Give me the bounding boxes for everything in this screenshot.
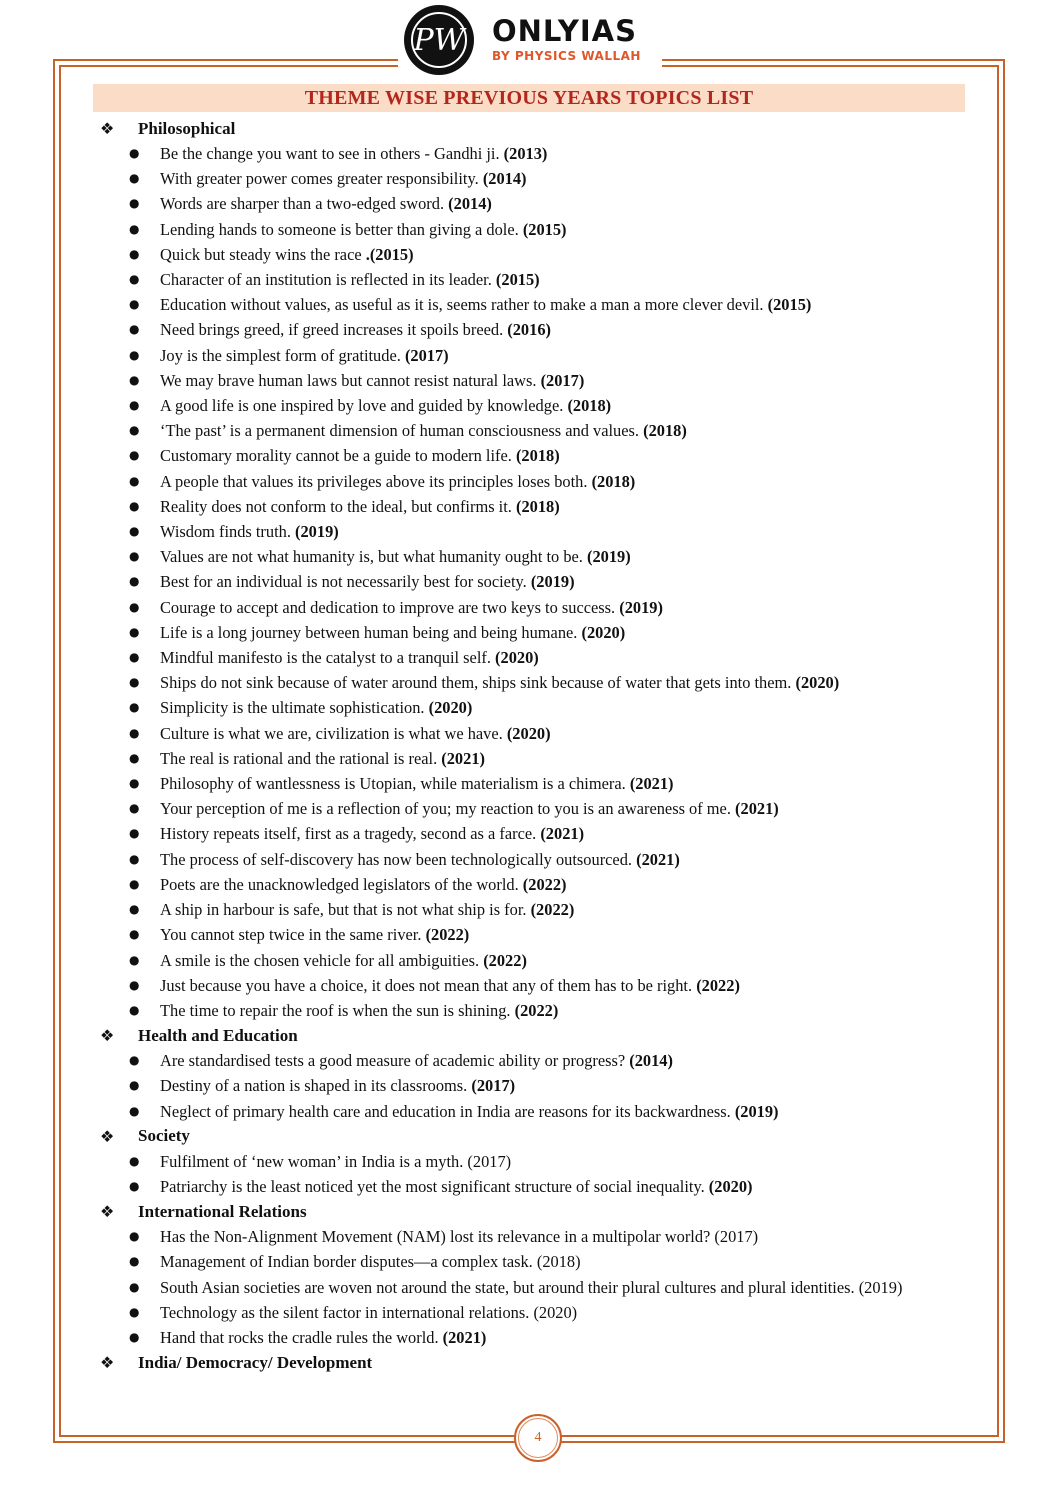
topic-year: (2018) bbox=[591, 471, 636, 491]
topic-text: Character of an institution is reflected in its leader. bbox=[160, 270, 492, 290]
list-item bbox=[96, 796, 964, 821]
bullet-icon: ● bbox=[129, 347, 140, 362]
diamond-bullet-icon: ❖ bbox=[100, 1026, 115, 1046]
list-item bbox=[96, 494, 964, 519]
bullet-icon: ● bbox=[129, 246, 140, 261]
bullet-icon: ● bbox=[129, 977, 140, 992]
list-item bbox=[96, 620, 964, 645]
list-item bbox=[96, 1325, 964, 1350]
header-logo-area bbox=[398, 0, 662, 78]
topic-text: Joy is the simplest form of gratitude. bbox=[160, 345, 401, 365]
section-heading-label: India/ Democracy/ Development bbox=[138, 1352, 373, 1372]
topic-year: (2019) bbox=[734, 1101, 779, 1121]
section-heading-label: Health and Education bbox=[138, 1025, 298, 1045]
topic-text: With greater power comes greater responsibility. bbox=[160, 169, 479, 189]
list-item bbox=[96, 1149, 964, 1174]
topic-year: (2017) bbox=[471, 1076, 516, 1096]
topic-year: (2019) bbox=[587, 547, 631, 567]
list-item bbox=[96, 821, 964, 846]
topic-year: (2022) bbox=[425, 925, 470, 945]
pw-logo-letters: PW bbox=[413, 22, 465, 58]
topic-text: A ship in harbour is safe, but that is not what ship is for. bbox=[160, 900, 527, 920]
bullet-icon: ● bbox=[129, 398, 140, 413]
topic-year: (2019) bbox=[530, 572, 575, 592]
list-item bbox=[96, 217, 964, 242]
topic-year: (2018) bbox=[567, 396, 612, 416]
section-heading bbox=[96, 1199, 964, 1224]
list-item bbox=[96, 897, 964, 922]
bullet-icon: ● bbox=[129, 1279, 140, 1294]
topic-text: Fulfilment of ‘new woman’ in India is a myth. (2017) bbox=[160, 1151, 512, 1171]
topic-text: Lending hands to someone is better than giving a dole. bbox=[160, 219, 519, 239]
list-item bbox=[96, 191, 964, 216]
list-item bbox=[96, 1275, 964, 1300]
topic-list bbox=[96, 141, 964, 1023]
list-item bbox=[96, 544, 964, 569]
topic-text: History repeats itself, first as a tragedy, second as a farce. bbox=[160, 824, 537, 844]
topic-text: Life is a long journey between human being and being humane. bbox=[160, 622, 578, 642]
topic-year: (2020) bbox=[581, 622, 626, 642]
list-item bbox=[96, 141, 964, 166]
topic-text: Wisdom finds truth. bbox=[160, 522, 291, 542]
list-item bbox=[96, 1174, 964, 1199]
topic-text: Management of Indian border disputes—a complex task. (2018) bbox=[160, 1252, 581, 1272]
diamond-bullet-icon: ❖ bbox=[100, 1353, 115, 1373]
topic-text: Mindful manifesto is the catalyst to a tranquil self. bbox=[160, 648, 491, 668]
topic-year: (2015) bbox=[767, 295, 812, 315]
topic-text: Best for an individual is not necessarily best for society. bbox=[160, 572, 527, 592]
topic-list bbox=[96, 1149, 964, 1199]
topic-text: Values are not what humanity is, but what humanity ought to be. bbox=[160, 547, 583, 567]
topic-year: (2021) bbox=[540, 824, 585, 844]
topic-section bbox=[96, 1124, 964, 1199]
list-item bbox=[96, 695, 964, 720]
topic-text: A smile is the chosen vehicle for all ambiguities. bbox=[160, 950, 480, 970]
topic-text: Are standardised tests a good measure of academic ability or progress? bbox=[160, 1051, 626, 1071]
topic-text: Reality does not conform to the ideal, but confirms it. bbox=[160, 496, 512, 516]
topic-year: (2022) bbox=[530, 900, 575, 920]
topic-year: (2021) bbox=[636, 849, 680, 869]
topic-year: (2022) bbox=[696, 975, 740, 995]
section-heading bbox=[96, 1350, 964, 1375]
list-item bbox=[96, 242, 964, 267]
topic-section bbox=[96, 1023, 964, 1124]
topic-text: Education without values, as useful as it is, seems rather to make a man a more clever devil. bbox=[160, 295, 764, 315]
list-item bbox=[96, 418, 964, 443]
topic-text: ‘The past’ is a permanent dimension of human consciousness and values. bbox=[160, 421, 640, 441]
list-item bbox=[96, 645, 964, 670]
title-band bbox=[93, 84, 965, 112]
brand-name: ONLYIAS bbox=[492, 14, 638, 48]
list-item bbox=[96, 948, 964, 973]
bullet-icon: ● bbox=[129, 801, 140, 816]
topic-year: (2014) bbox=[629, 1051, 673, 1071]
topic-year: (2017) bbox=[540, 370, 585, 390]
page-number: 4 bbox=[534, 1430, 542, 1445]
topic-section bbox=[96, 1199, 964, 1350]
bullet-icon: ● bbox=[129, 322, 140, 337]
topic-year: (2018) bbox=[515, 496, 560, 516]
section-heading bbox=[96, 1023, 964, 1048]
bullet-icon: ● bbox=[129, 1329, 140, 1344]
topic-text: Technology as the silent factor in international relations. (2020) bbox=[160, 1302, 578, 1322]
bullet-icon: ● bbox=[129, 549, 140, 564]
bullet-icon: ● bbox=[129, 927, 140, 942]
topic-section bbox=[96, 1350, 964, 1375]
topic-year: (2020) bbox=[795, 673, 840, 693]
topic-year: (2013) bbox=[503, 144, 548, 163]
topic-text: Simplicity is the ultimate sophistication. bbox=[160, 698, 425, 718]
bullet-icon: ● bbox=[129, 902, 140, 917]
topic-text: Words are sharper than a two-edged sword. bbox=[160, 194, 445, 214]
topic-year: (2020) bbox=[495, 648, 539, 668]
list-item bbox=[96, 519, 964, 544]
topics-content bbox=[96, 116, 964, 1375]
list-item bbox=[96, 670, 964, 695]
brand-subtitle: BY PHYSICS WALLAH bbox=[492, 49, 641, 63]
diamond-bullet-icon: ❖ bbox=[100, 1126, 115, 1146]
topic-text: A people that values its privileges above its principles loses both. bbox=[160, 471, 588, 491]
topic-text: Destiny of a nation is shaped in its classrooms. bbox=[160, 1076, 468, 1096]
bullet-icon: ● bbox=[129, 650, 140, 665]
list-item bbox=[96, 998, 964, 1023]
topic-text: Quick but steady wins the race bbox=[160, 244, 362, 264]
bullet-icon: ● bbox=[129, 171, 140, 186]
topic-section bbox=[96, 116, 964, 1023]
list-item bbox=[96, 166, 964, 191]
topic-year: (2020) bbox=[428, 698, 473, 718]
bullet-icon: ● bbox=[129, 776, 140, 791]
bullet-icon: ● bbox=[129, 952, 140, 967]
list-item bbox=[96, 746, 964, 771]
bullet-icon: ● bbox=[129, 1229, 140, 1244]
bullet-icon: ● bbox=[129, 524, 140, 539]
topic-year: (2016) bbox=[507, 320, 551, 340]
bullet-icon: ● bbox=[129, 1053, 140, 1068]
list-item bbox=[96, 872, 964, 897]
topic-year: (2021) bbox=[629, 774, 674, 794]
topic-year: (2022) bbox=[514, 1000, 559, 1020]
topic-year: (2022) bbox=[522, 874, 567, 894]
bullet-icon: ● bbox=[129, 1254, 140, 1269]
list-item bbox=[96, 1300, 964, 1325]
bullet-icon: ● bbox=[129, 448, 140, 463]
bullet-icon: ● bbox=[129, 1304, 140, 1319]
list-item bbox=[96, 771, 964, 796]
topic-text: Courage to accept and dedication to improve are two keys to success. bbox=[160, 597, 616, 617]
topic-text: The time to repair the roof is when the sun is shining. bbox=[160, 1000, 511, 1020]
bullet-icon: ● bbox=[129, 725, 140, 740]
bullet-icon: ● bbox=[129, 624, 140, 639]
list-item bbox=[96, 368, 964, 393]
topic-year: (2021) bbox=[735, 799, 779, 819]
topic-text: Hand that rocks the cradle rules the world. bbox=[160, 1327, 439, 1347]
bullet-icon: ● bbox=[129, 272, 140, 287]
topic-text: Your perception of me is a reflection of you; my reaction to you is an awareness of me. bbox=[160, 799, 731, 819]
topic-text: Just because you have a choice, it does not mean that any of them has to be right. bbox=[160, 975, 693, 995]
topic-year: (2018) bbox=[643, 421, 687, 441]
list-item bbox=[96, 443, 964, 468]
topic-list bbox=[96, 1048, 964, 1124]
topic-year: (2021) bbox=[441, 748, 485, 768]
topic-text: You cannot step twice in the same river. bbox=[160, 925, 422, 945]
topic-text: Ships do not sink because of water around them, ships sink because of water that gets into them. bbox=[160, 673, 792, 693]
section-heading-label: International Relations bbox=[138, 1201, 307, 1221]
list-item bbox=[96, 1073, 964, 1098]
topic-text: A good life is one inspired by love and guided by knowledge. bbox=[160, 396, 564, 416]
topic-text: Neglect of primary health care and education in India are reasons for its backwardness. bbox=[160, 1101, 731, 1121]
topic-year: (2014) bbox=[482, 169, 527, 189]
topic-text: Poets are the unacknowledged legislators of the world. bbox=[160, 874, 519, 894]
topic-year: (2018) bbox=[515, 446, 560, 466]
topic-year: .(2015) bbox=[365, 244, 414, 264]
topic-text: Customary morality cannot be a guide to modern life. bbox=[160, 446, 512, 466]
list-item bbox=[96, 267, 964, 292]
topic-list bbox=[96, 1224, 964, 1350]
bullet-icon: ● bbox=[129, 700, 140, 715]
list-item bbox=[96, 469, 964, 494]
diamond-bullet-icon: ❖ bbox=[100, 119, 115, 138]
topic-text: Has the Non-Alignment Movement (NAM) lost its relevance in a multipolar world? (2017) bbox=[160, 1227, 759, 1247]
topic-year: (2014) bbox=[448, 194, 492, 214]
bullet-icon: ● bbox=[129, 473, 140, 488]
topic-text: The real is rational and the rational is real. bbox=[160, 748, 438, 768]
topic-text: Be the change you want to see in others - Gandhi ji. bbox=[160, 144, 500, 163]
topic-text: Need brings greed, if greed increases it spoils breed. bbox=[160, 320, 504, 340]
topic-year: (2015) bbox=[522, 219, 567, 239]
topic-year: (2020) bbox=[506, 723, 551, 743]
list-item bbox=[96, 973, 964, 998]
bullet-icon: ● bbox=[129, 1002, 140, 1017]
list-item bbox=[96, 569, 964, 594]
topic-text: We may brave human laws but cannot resist natural laws. bbox=[160, 370, 537, 390]
pw-logo-icon bbox=[404, 5, 474, 75]
topic-text: South Asian societies are woven not around the state, but around their plural cultures and plural identities. (2019) bbox=[160, 1277, 903, 1297]
bullet-icon: ● bbox=[129, 851, 140, 866]
list-item bbox=[96, 1099, 964, 1124]
bullet-icon: ● bbox=[129, 1178, 140, 1193]
topic-text: Culture is what we are, civilization is what we have. bbox=[160, 723, 503, 743]
list-item bbox=[96, 1224, 964, 1249]
list-item bbox=[96, 721, 964, 746]
bullet-icon: ● bbox=[129, 876, 140, 891]
bullet-icon: ● bbox=[129, 297, 140, 312]
topic-year: (2022) bbox=[483, 950, 527, 970]
topic-year: (2021) bbox=[442, 1327, 487, 1347]
list-item bbox=[96, 393, 964, 418]
diamond-bullet-icon: ❖ bbox=[100, 1202, 115, 1222]
bullet-icon: ● bbox=[129, 599, 140, 614]
list-item bbox=[96, 922, 964, 947]
bullet-icon: ● bbox=[129, 574, 140, 589]
topic-year: (2017) bbox=[404, 345, 449, 365]
bullet-icon: ● bbox=[129, 826, 140, 841]
list-item bbox=[96, 1048, 964, 1073]
brand-block bbox=[492, 15, 641, 63]
topic-year: (2020) bbox=[708, 1176, 753, 1196]
list-item bbox=[96, 317, 964, 342]
topic-text: Patriarchy is the least noticed yet the most significant structure of social inequality. bbox=[160, 1176, 705, 1196]
bullet-icon: ● bbox=[129, 675, 140, 690]
topic-year: (2019) bbox=[295, 522, 339, 542]
page-number-badge bbox=[514, 1414, 562, 1462]
bullet-icon: ● bbox=[129, 1078, 140, 1093]
topic-text: The process of self-discovery has now been technologically outsourced. bbox=[160, 849, 632, 869]
bullet-icon: ● bbox=[129, 372, 140, 387]
list-item bbox=[96, 595, 964, 620]
section-heading bbox=[96, 116, 964, 141]
bullet-icon: ● bbox=[129, 498, 140, 513]
bullet-icon: ● bbox=[129, 750, 140, 765]
topic-text: Philosophy of wantlessness is Utopian, while materialism is a chimera. bbox=[160, 774, 626, 794]
bullet-icon: ● bbox=[129, 1153, 140, 1168]
section-heading-label: Society bbox=[138, 1126, 190, 1146]
list-item bbox=[96, 343, 964, 368]
bullet-icon: ● bbox=[129, 146, 140, 160]
topic-year: (2015) bbox=[495, 270, 540, 290]
list-item bbox=[96, 292, 964, 317]
page-title: THEME WISE PREVIOUS YEARS TOPICS LIST bbox=[304, 86, 754, 109]
bullet-icon: ● bbox=[129, 196, 140, 211]
bullet-icon: ● bbox=[129, 1103, 140, 1118]
bullet-icon: ● bbox=[129, 221, 140, 236]
bullet-icon: ● bbox=[129, 423, 140, 438]
section-heading-label: Philosophical bbox=[138, 118, 236, 138]
list-item bbox=[96, 847, 964, 872]
topic-year: (2019) bbox=[619, 597, 663, 617]
list-item bbox=[96, 1249, 964, 1274]
section-heading bbox=[96, 1124, 964, 1149]
